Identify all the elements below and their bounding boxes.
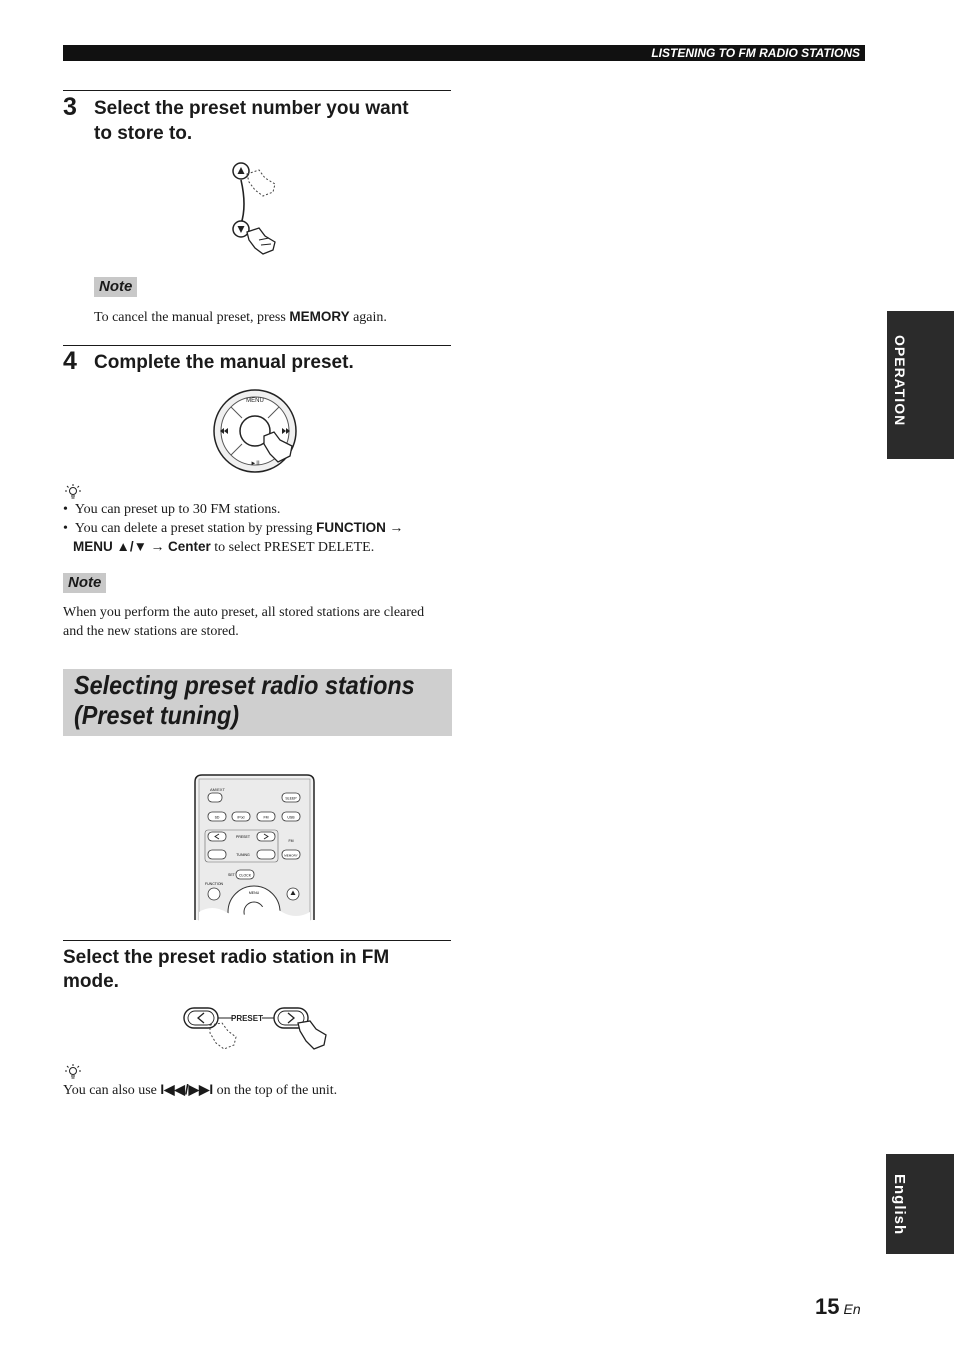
tips1-item2-cont — [73, 537, 374, 557]
tips1-item2-pre: You can delete a preset station by pressing — [74, 521, 317, 536]
remote-preset-label: PRESET — [235, 835, 251, 839]
side-tab-operation-label: OPERATION — [892, 335, 908, 427]
remote-control-illustration — [192, 772, 317, 922]
tips1-item2-post: to select PRESET DELETE. — [210, 540, 375, 555]
final-step-title-line2: mode. — [63, 971, 119, 992]
final-step-title-line1: Select the preset radio station in FM — [63, 947, 390, 968]
page-number: 15 — [815, 1294, 840, 1319]
note2-line1: When you perform the auto preset, all stored stations are cleared — [63, 605, 425, 620]
step4-rule — [63, 345, 451, 346]
tip-lightbulb-icon — [63, 483, 83, 499]
page-number-block — [815, 1294, 861, 1320]
dial-menu-label: MENU — [246, 398, 264, 404]
preset-buttons-label: PRESET — [230, 1014, 264, 1023]
section-title-line1: Selecting preset radio stations — [74, 670, 415, 700]
remote-usb-label: USB — [287, 815, 295, 820]
step4-title: Complete the manual preset. — [94, 352, 354, 373]
remote-set-label: SET — [228, 873, 235, 877]
remote-fm-mode-label: FM — [288, 839, 294, 843]
remote-memory-label: MEMORY — [284, 853, 298, 858]
step3-title-line2: to store to. — [94, 123, 193, 144]
remote-tuning-label: TUNING — [236, 853, 250, 857]
step3-note-post: again. — [349, 310, 387, 325]
tips1-arrow1: → — [385, 521, 404, 536]
tips2-text — [63, 1080, 337, 1100]
tips1-item1-text: You can preset up to 30 FM stations. — [74, 502, 281, 517]
remote-function-label: FUNCTION — [205, 882, 224, 886]
memory-key: MEMORY — [289, 309, 350, 324]
page-lang: En — [843, 1301, 861, 1317]
remote-ipod-label: iPod — [237, 815, 245, 820]
tips2-post: on the top of the unit. — [213, 1083, 338, 1098]
side-tab-operation — [887, 311, 954, 459]
preset-up-down-illustration — [225, 158, 285, 258]
remote-clock-label: CLOCK — [238, 873, 252, 878]
side-tab-english-label: English — [891, 1174, 908, 1236]
remote-sd-label: SD — [214, 815, 220, 820]
tips1-item1: • You can preset up to 30 FM stations. — [63, 502, 281, 517]
tips1-arrow2: → — [146, 540, 168, 555]
menu-updown-key: MENU ▲/▼ — [73, 539, 147, 554]
tip2-lightbulb-icon — [63, 1063, 83, 1079]
center-key: Center — [167, 539, 211, 554]
step3-rule — [63, 90, 451, 91]
side-tab-english — [886, 1154, 954, 1254]
final-step-rule — [63, 940, 451, 941]
step3-title-line1: Select the preset number you want — [94, 98, 409, 119]
remote-menu-label: MENU — [248, 891, 260, 895]
remote-input-label: AM/EXT — [210, 787, 225, 792]
dial-play-label: ►II — [250, 461, 260, 467]
function-key: FUNCTION — [316, 520, 386, 535]
step4-number: 4 — [63, 347, 77, 375]
section-heading-box — [63, 669, 452, 736]
tips1-item2: • You can delete a preset station by pressing FUNCTION → — [63, 520, 404, 536]
menu-dial-illustration — [212, 388, 302, 478]
step3-note-label: Note — [94, 277, 137, 297]
step3-note-text — [94, 307, 387, 327]
section-title-line2: (Preset tuning) — [74, 700, 240, 730]
preset-buttons-illustration — [180, 1003, 330, 1053]
tips2-pre: You can also use — [63, 1083, 161, 1098]
note2-label: Note — [63, 573, 106, 593]
header-title: LISTENING TO FM RADIO STATIONS — [651, 46, 860, 60]
skip-keys: I◀◀/▶▶I — [160, 1082, 214, 1097]
header-bar — [63, 45, 865, 61]
remote-fm-label: FM — [263, 815, 269, 820]
remote-sleep-label: SLEEP — [285, 796, 297, 801]
step3-note-pre: To cancel the manual preset, press — [94, 310, 290, 325]
note2-line2: and the new stations are stored. — [63, 624, 239, 639]
step3-number: 3 — [63, 93, 77, 121]
